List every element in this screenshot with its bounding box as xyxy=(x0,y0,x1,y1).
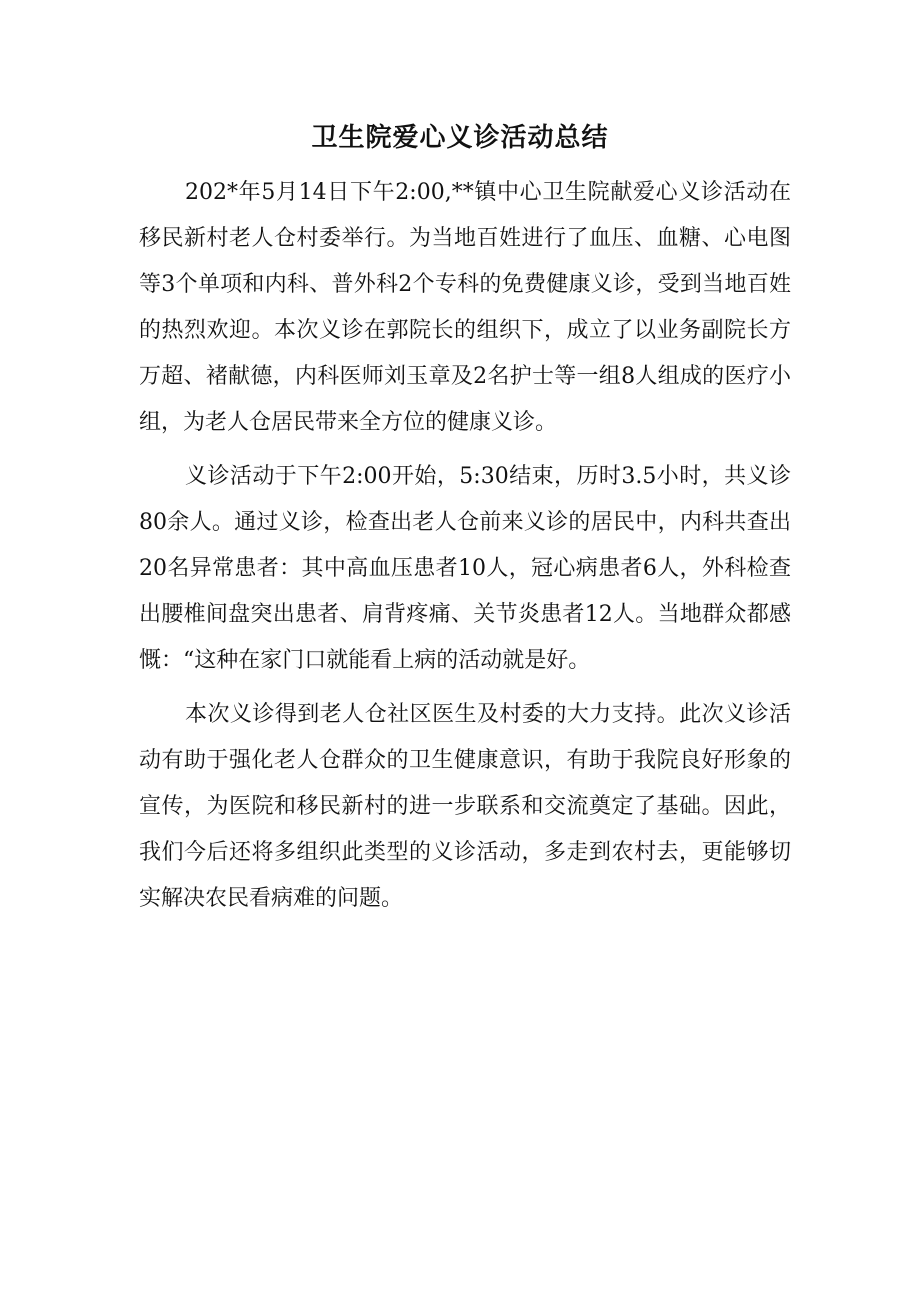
paragraph-1: 202*年5月14日下午2:00,**镇中心卫生院献爱心义诊活动在移民新村老人仓村委举行。为当地百姓进行了血压、血糖、心电图等3个单项和内科、普外科2个专科的免费健康义诊，受到当地百姓的热烈欢迎。本次义诊在郭院长的组织下，成立了以业务副院长方万超、褚献德，内科医师刘玉章及2名护士等一组8人组成的医疗小组，为老人仓居民带来全方位的健康义诊。 xyxy=(139,180,791,435)
document-body xyxy=(139,170,791,930)
paragraph-3: 本次义诊得到老人仓社区医生及村委的大力支持。此次义诊活动有助于强化老人仓群众的卫生健康意识，有助于我院良好形象的宣传，为医院和移民新村的进一步联系和交流奠定了基础。因此，我们今后还将多组织此类型的义诊活动，多走到农村去，更能够切实解决农民看病难的问题。 xyxy=(139,702,791,911)
document-title: 卫生院爱心义诊活动总结 xyxy=(311,123,609,153)
paragraph-2: 义诊活动于下午2:00开始，5:30结束，历时3.5小时，共义诊80余人。通过义诊，检查出老人仓前来义诊的居民中，内科共查出20名异常患者：其中高血压患者10人，冠心病患者6人，外科检查出腰椎间盘突出患者、肩背疼痛、关节炎患者12人。当地群众都感慨：“这种在家门口就能看上病的活动就是好。 xyxy=(139,464,791,673)
